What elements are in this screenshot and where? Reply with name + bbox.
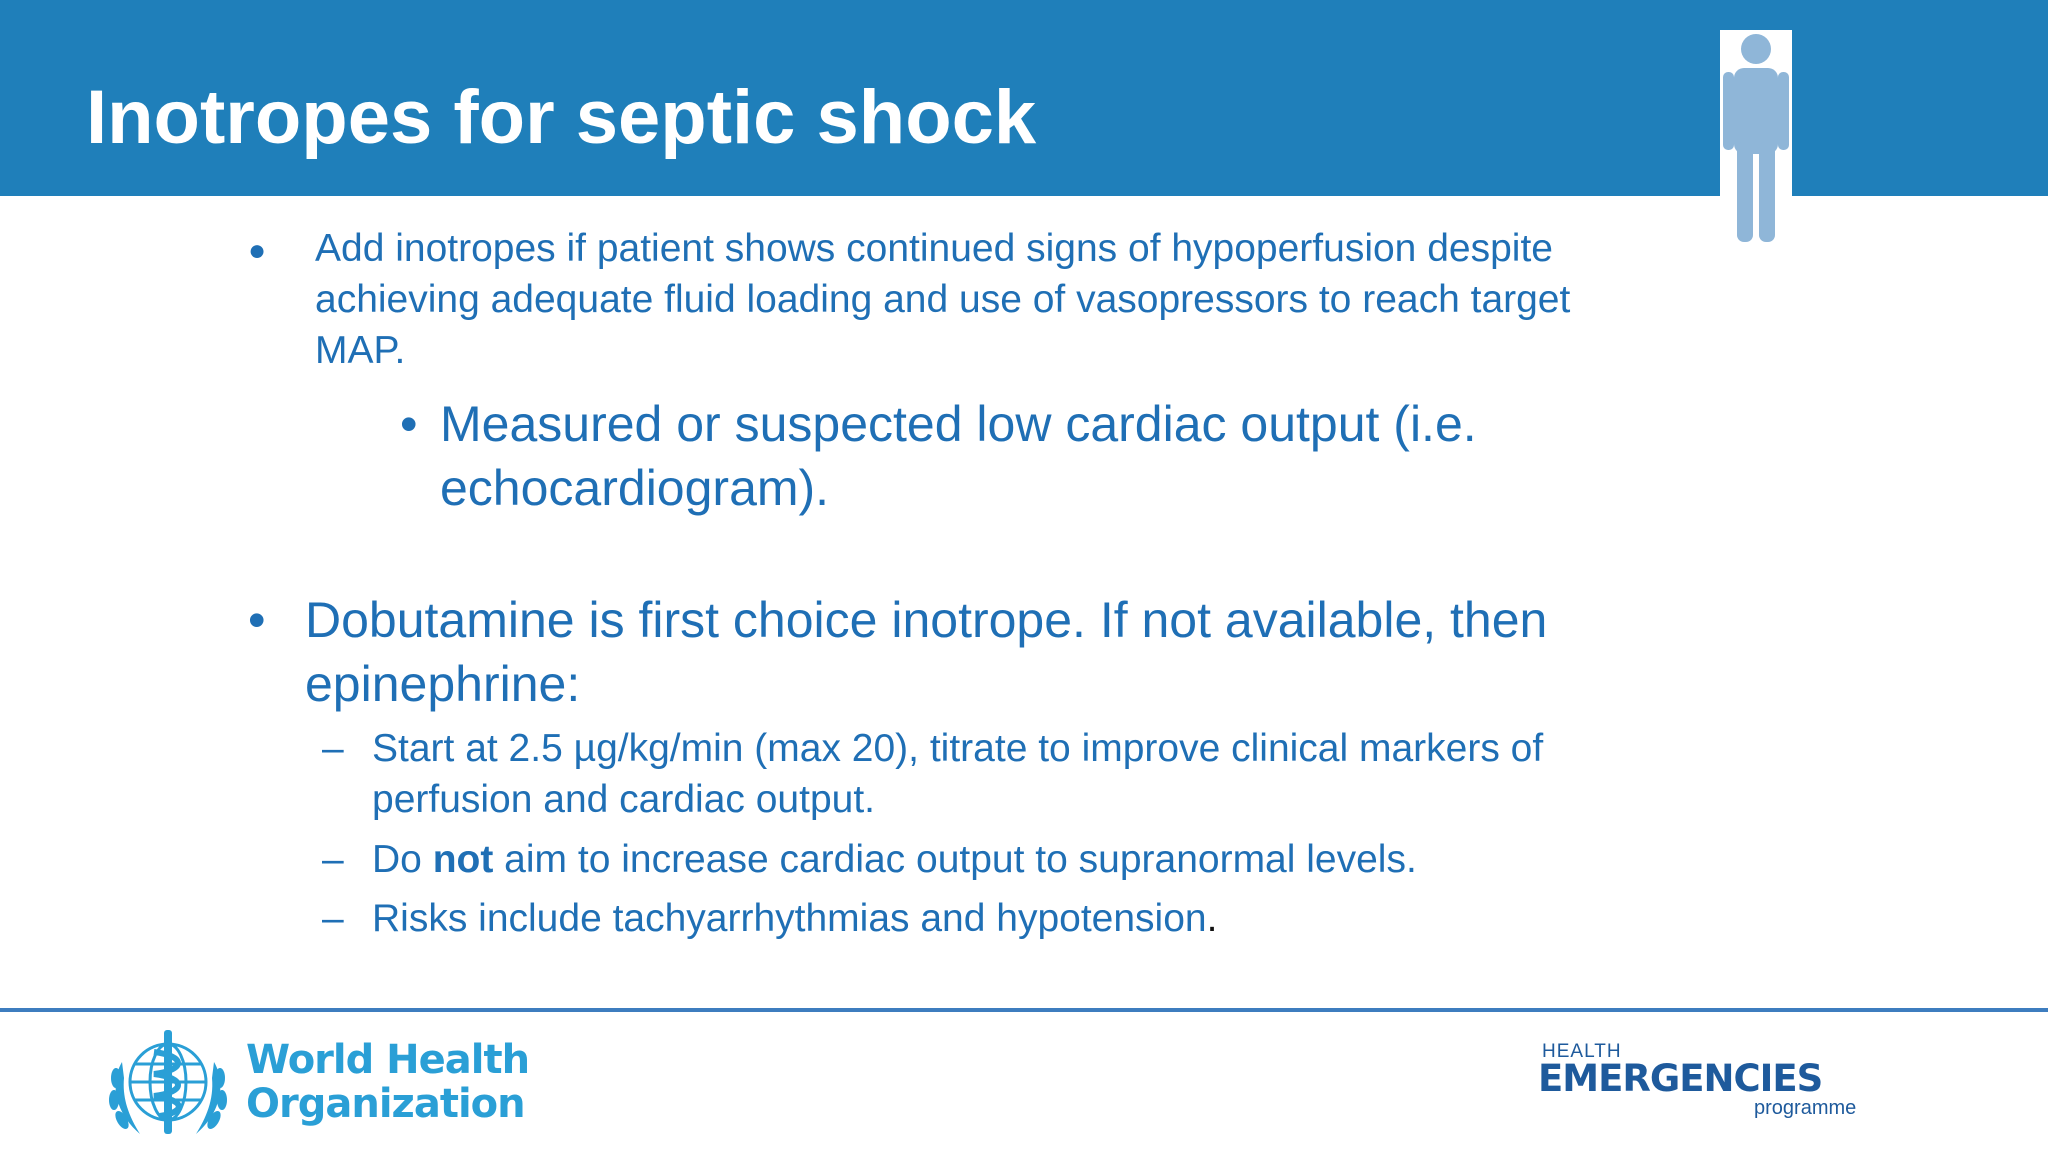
- bullet-marker: ●: [248, 234, 267, 267]
- sub-bullet-3-body: Risks include tachyarrhythmias and hypotension: [372, 897, 1207, 940]
- sub-bullet-3-text: [372, 893, 1217, 944]
- who-emblem-icon: [100, 1022, 236, 1146]
- health-emergencies-line-1: HEALTH: [1542, 1041, 1622, 1062]
- dash-marker: –: [322, 897, 344, 940]
- dash-marker: –: [322, 727, 344, 770]
- bullet-1a-line-1: Measured or suspected low cardiac output (i.e.: [440, 396, 1477, 452]
- bullet-2-line-2: epinephrine:: [305, 656, 581, 712]
- sub-bullet-1-line-1: Start at 2.5 µg/kg/min (max 20), titrate to improve clinical markers of: [372, 727, 1544, 770]
- health-emergencies-line-2: EMERGENCIES: [1538, 1057, 1823, 1100]
- dash-marker: –: [322, 838, 344, 881]
- bullet-1-line-3: MAP.: [315, 329, 406, 372]
- bullet-1-line-1: Add inotropes if patient shows continued signs of hypoperfusion despite: [315, 227, 1553, 270]
- sub-bullet-2-emphasis: not: [432, 838, 494, 881]
- bullet-1-line-2: achieving adequate fluid loading and use of vasopressors to reach target: [315, 278, 1571, 321]
- sub-bullet-2-post: aim to increase cardiac output to supranormal levels.: [493, 838, 1417, 881]
- footer-divider: [0, 1008, 2048, 1012]
- bullet-marker: •: [248, 592, 266, 648]
- who-wordmark-line-2: Organization: [246, 1081, 525, 1127]
- bullet-1a-line-2: echocardiogram).: [440, 460, 830, 516]
- health-emergencies-line-3: programme: [1754, 1097, 1857, 1119]
- sub-bullet-1-line-2: perfusion and cardiac output.: [372, 778, 876, 821]
- who-wordmark-line-1: World Health: [246, 1037, 530, 1083]
- bullet-marker: •: [400, 396, 418, 452]
- slide-title: Inotropes for septic shock: [86, 75, 1037, 160]
- bullet-2-line-1: Dobutamine is first choice inotrope. If not available, then: [305, 592, 1548, 648]
- sub-bullet-2-text: [372, 834, 1417, 885]
- sub-bullet-2-pre: Do: [372, 838, 433, 881]
- who-wordmark: [246, 1038, 529, 1126]
- sub-bullet-3-period: .: [1206, 897, 1218, 940]
